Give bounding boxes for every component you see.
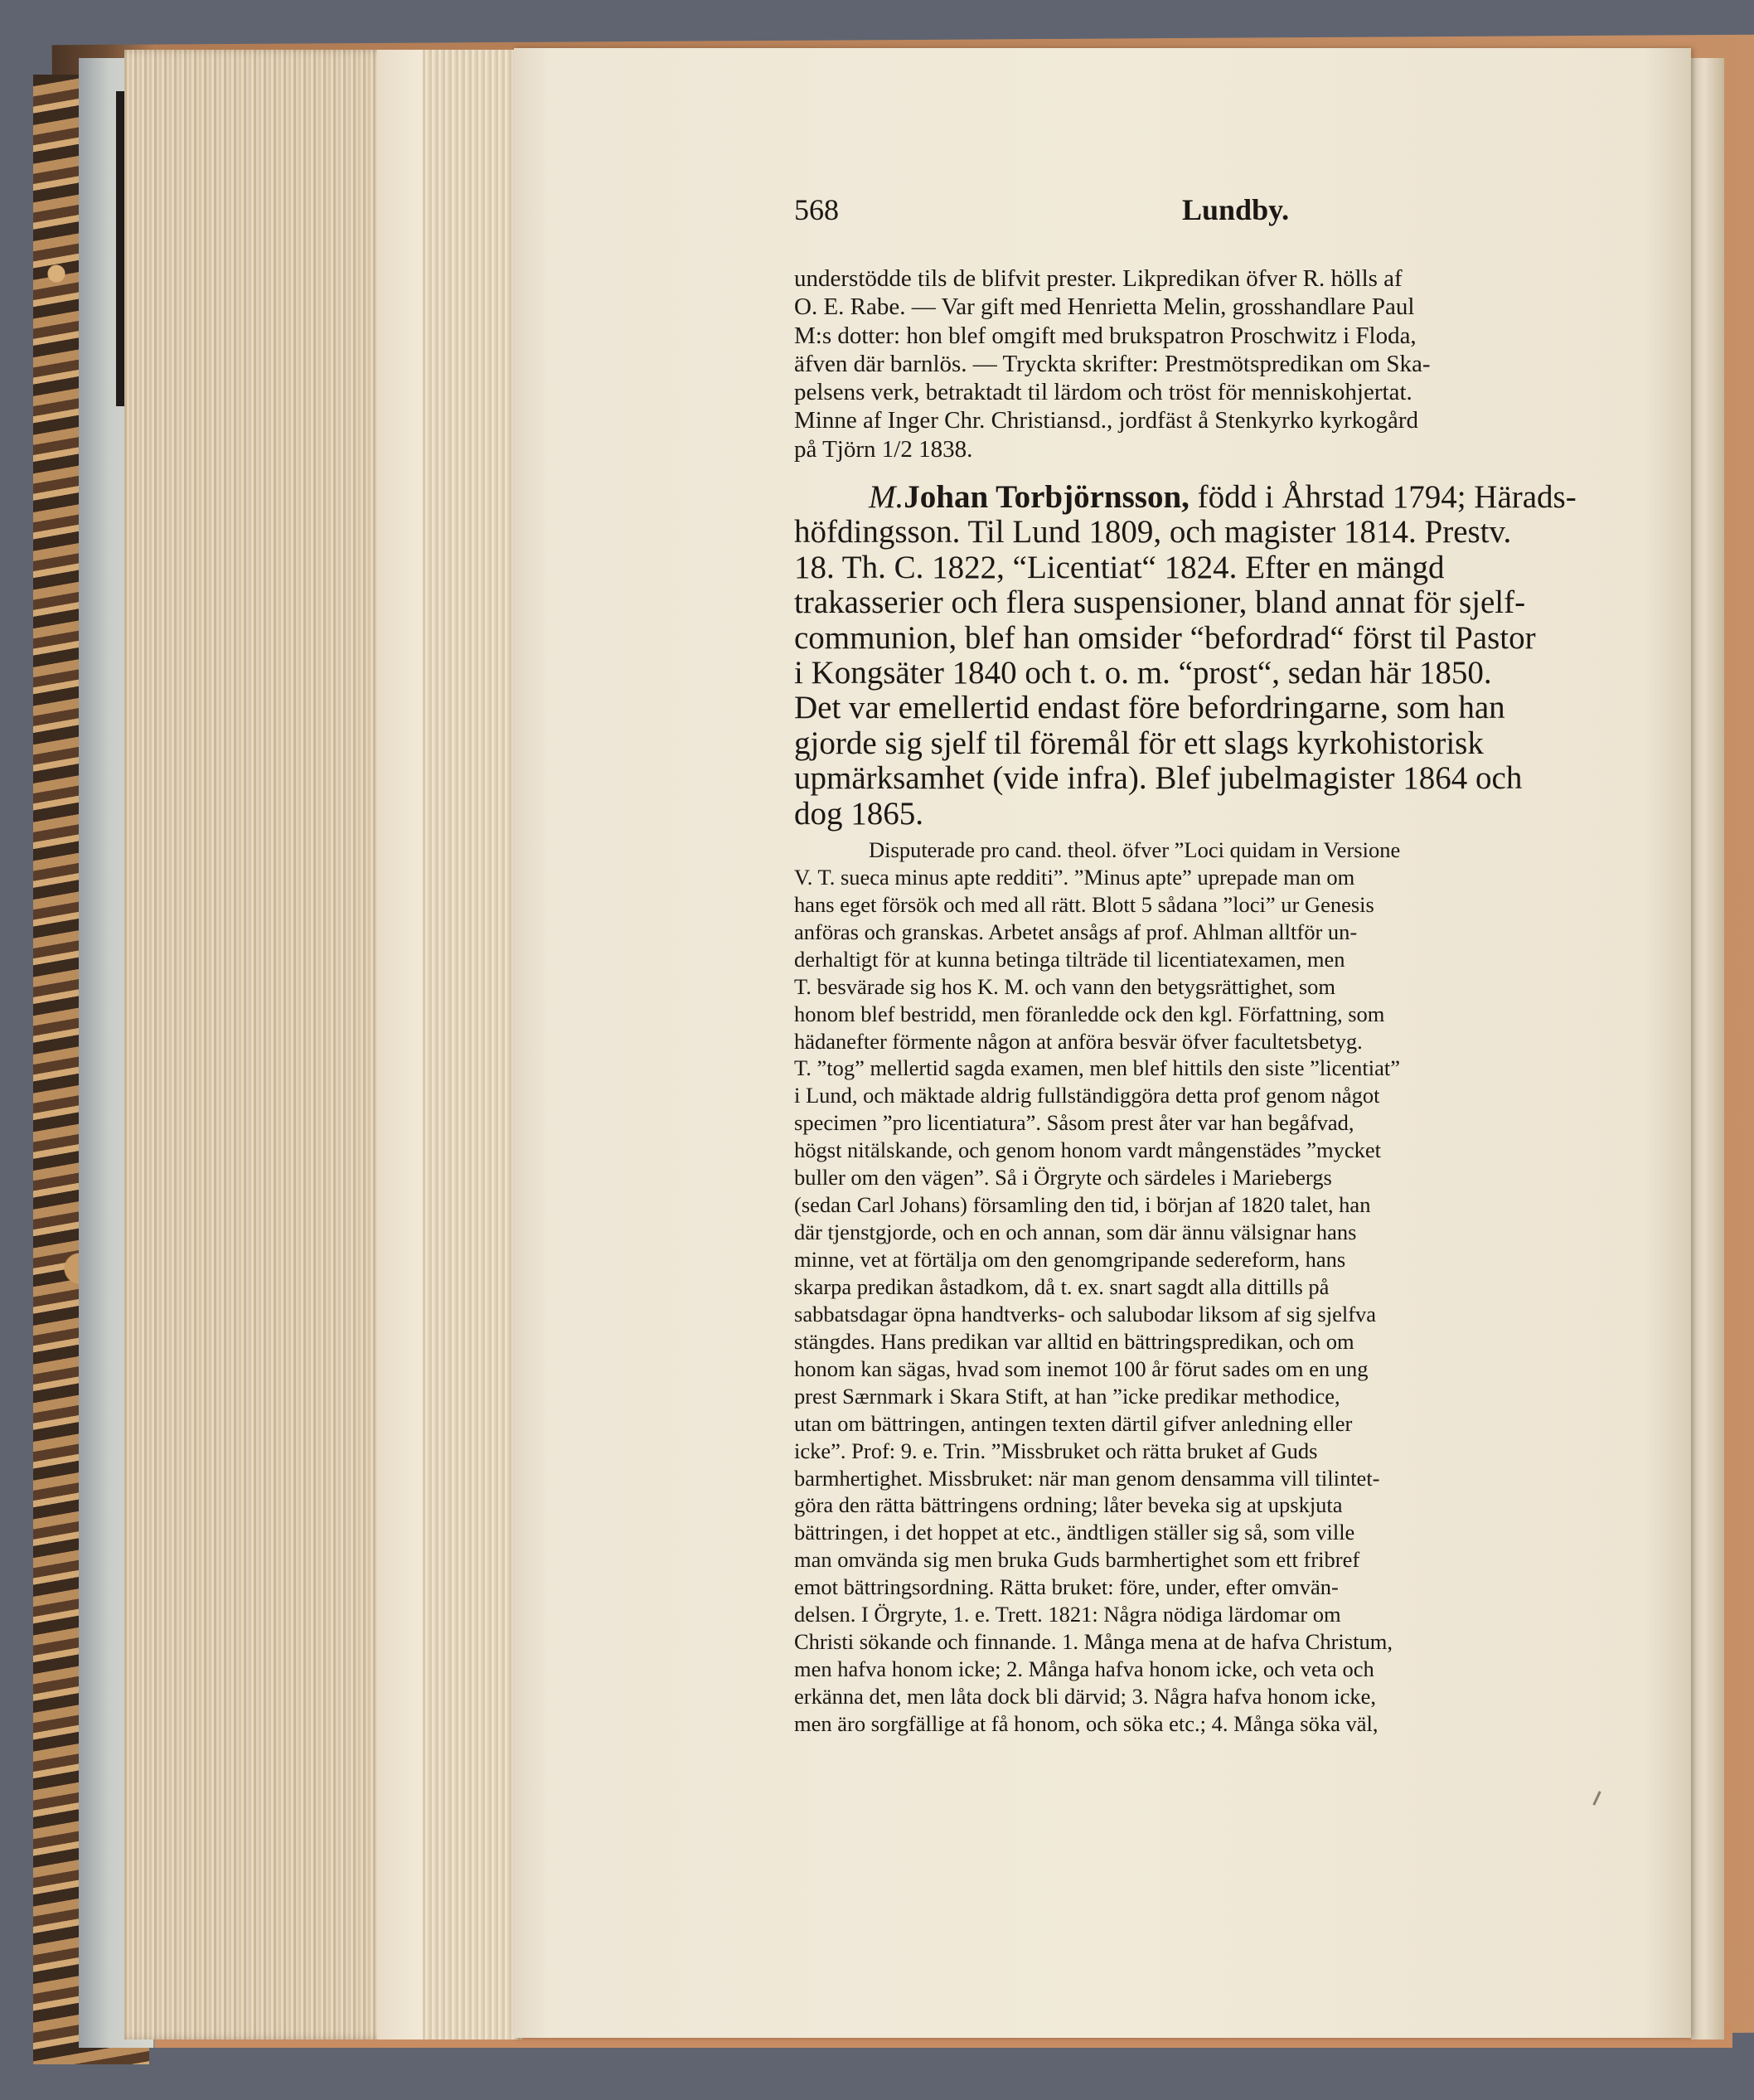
text-line: i Lund, och mäktade aldrig fullständiggöra detta prof genom något (794, 1083, 1380, 1108)
text-line: dog 1865. (794, 795, 923, 832)
text-line: men hafva honom icke; 2. Många hafva honom icke, och veta och (794, 1656, 1374, 1682)
text-line: honom blef bestridd, men föranledde ock den kgl. Författning, som (794, 1001, 1385, 1026)
text-line: göra den rätta bättringens ordning; låter beveka sig at upskjuta (794, 1492, 1343, 1518)
gutter (377, 50, 427, 2039)
text-line: sabbatsdagar öpna handtverks- och salubodar liksom af sig sjelfva (794, 1301, 1377, 1326)
running-head: Lundby. (1182, 193, 1290, 226)
text-line: höfdingsson. Til Lund 1809, och magister 1814. Prestv. (794, 514, 1512, 550)
text-line: minne, vet at förtälja om den genomgripande sedereform, hans (794, 1247, 1346, 1273)
text-line: communion, blef han omsider “befordrad“ först til Pastor (794, 619, 1536, 656)
page-edges-inner (423, 50, 518, 2039)
text-line: derhaltigt för at kunna betinga tilträde til licentiatexamen, men (794, 946, 1345, 972)
text-line: upmärksamhet (vide infra). Blef jubelmagister 1864 och (794, 760, 1523, 797)
text-line: Disputerade pro cand. theol. öfver ”Loci quidam in Versione (869, 837, 1401, 862)
text-line: utan om bättringen, antingen texten därtil gifver anledning eller (794, 1410, 1353, 1436)
text-line: 18. Th. C. 1822, “Licentiat“ 1824. Efter en mängd (794, 549, 1445, 585)
text-line: högst nitälskande, och genom honom vardt mångenstädes ”mycket (794, 1137, 1381, 1163)
text-line: där tjenstgjorde, och en och annan, som där ännu välsignar hans (794, 1220, 1357, 1245)
text-line: född i Åhrstad 1794; Härads- (1189, 479, 1577, 516)
text-line: prest Særnmark i Skara Stift, at han ”icke predikar methodice, (794, 1383, 1340, 1409)
text-line: (sedan Carl Johans) församling den tid, i början af 1820 talet, han (794, 1192, 1371, 1218)
text-block (794, 267, 1660, 1740)
text-line: gjorde sig sjelf til föremål för ett slags kyrkohistorisk (794, 725, 1484, 761)
page-header (794, 192, 1656, 226)
text-line: men äro sorgfällige at få honom, och söka etc.; 4. Många söka väl, (794, 1710, 1378, 1736)
text-line: M:s dotter: hon blef omgift med brukspatron Proschwitz i Floda, (794, 322, 1417, 349)
text-line: barmhertighet. Missbruket: när man genom densamma vill tilintet- (794, 1465, 1380, 1491)
entry-prefix: M. (869, 479, 904, 516)
page-edges-right (1691, 58, 1724, 2039)
text-line: skarpa predikan åstadkom, då t. ex. snart sagdt alla dittills på (794, 1273, 1330, 1299)
text-line: bättringen, i det hoppet at etc., ändtligen ställer sig så, som ville (794, 1520, 1355, 1545)
text-line: Christi sökande och finnande. 1. Många mena at de hafva Christum, (794, 1629, 1393, 1655)
text-line: Minne af Inger Chr. Christiansd., jordfäst å Stenkyrko kyrkogård (794, 407, 1419, 434)
text-line: buller om den vägen”. Så i Örgryte och särdeles i Mariebergs (794, 1165, 1332, 1191)
entry-paragraph (794, 481, 1660, 832)
page-number: 568 (794, 193, 839, 226)
text-line: stängdes. Hans predikan var alltid en bättringspredikan, och om (794, 1328, 1354, 1354)
text-line: pelsens verk, betraktadt til lärdom och tröst för menniskohjertat. (794, 379, 1412, 406)
text-line: hädanefter förmente någon at anföra besvär öfver facultetsbetyg. (794, 1028, 1363, 1054)
text-line: understödde tils de blifvit prester. Likpredikan öfver R. hölls af (794, 265, 1403, 292)
text-line: T. ”tog” mellertid sagda examen, men blef hittils den siste ”licentiat” (794, 1055, 1400, 1081)
text-line: Det var emellertid endast före befordringarne, som han (794, 690, 1505, 726)
text-line: erkänna det, men låta dock bli därvid; 3. Några hafva honom icke, (794, 1684, 1376, 1710)
text-line: i Kongsäter 1840 och t. o. m. “prost“, sedan här 1850. (794, 655, 1492, 691)
text-line: T. besvärade sig hos K. M. och vann den betygsrättighet, som (794, 973, 1336, 999)
text-line: O. E. Rabe. — Var gift med Henrietta Melin, grosshandlare Paul (794, 293, 1415, 321)
text-line: emot bättringsordning. Rätta bruket: före, under, efter omvän- (794, 1574, 1339, 1600)
text-line: icke”. Prof: 9. e. Trin. ”Missbruket och rätta bruket af Guds (794, 1438, 1318, 1463)
text-line: anföras och granskas. Arbetet ansågs af prof. Ahlman alltför un- (794, 919, 1358, 944)
text-line: specimen ”pro licentiatura”. Såsom prest åter var han begåfvad, (794, 1110, 1354, 1136)
flyleaf-mark (116, 91, 124, 406)
text-line: hans eget försök och med all rätt. Blott 5 sådana ”loci” ur Genesis (794, 891, 1374, 917)
text-line: på Tjörn 1/2 1838. (794, 435, 973, 463)
text-line: trakasserier och flera suspensioner, bland annat för sjelf- (794, 584, 1526, 621)
entry-heading-line (794, 481, 1660, 516)
paragraph-commentary (794, 839, 1660, 1740)
entry-name: Johan Torbjörnsson, (904, 479, 1190, 516)
text-line: äfven där barnlös. — Tryckta skrifter: Prestmötspredikan om Ska- (794, 350, 1431, 377)
text-line: honom kan sägas, hvad som inemot 100 år förut sades om en ung (794, 1356, 1369, 1381)
paragraph-previous-entry (794, 267, 1660, 466)
text-line: V. T. sueca minus apte redditi”. ”Minus apte” uprepade man om (794, 864, 1355, 890)
text-line: delsen. I Örgryte, 1. e. Trett. 1821: Några nödiga lärdomar om (794, 1602, 1341, 1627)
text-line: man omvända sig men bruka Guds barmhertighet som ett fribref (794, 1547, 1360, 1573)
